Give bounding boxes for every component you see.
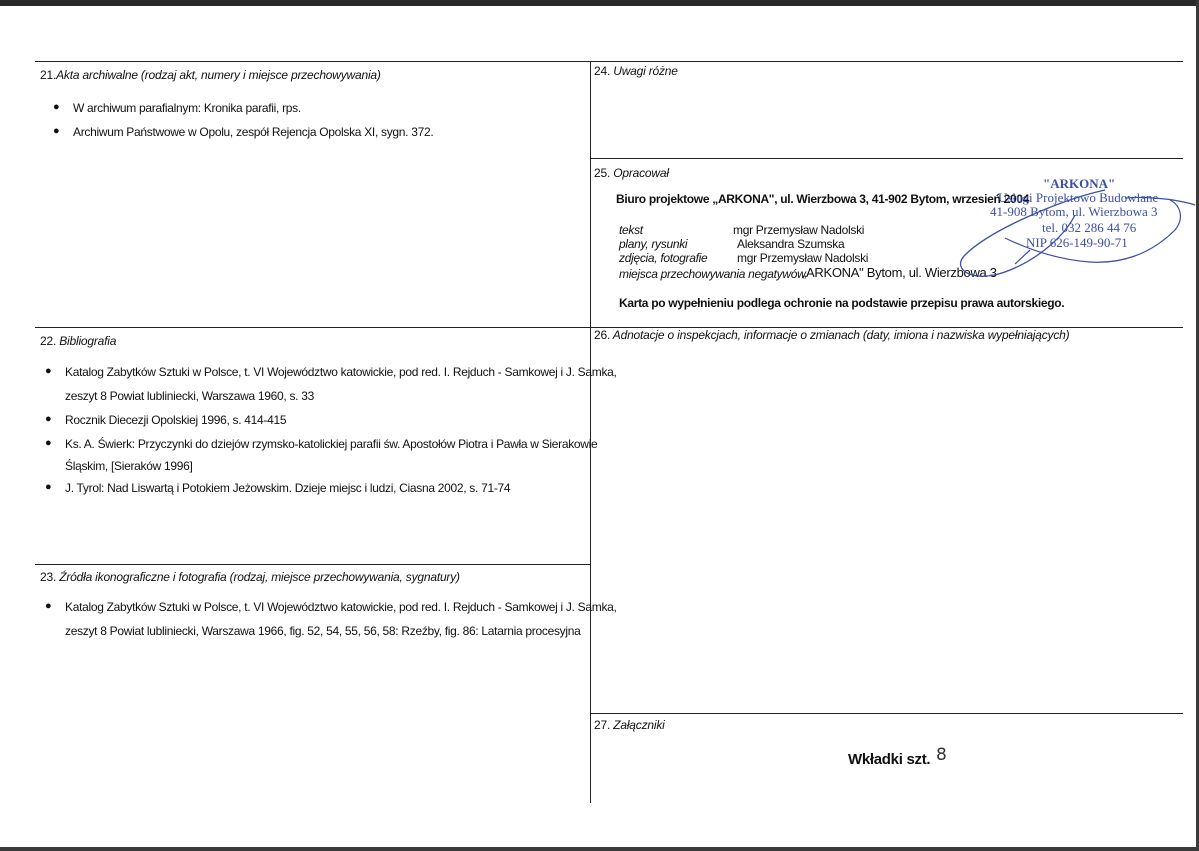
section-24-title: 24. Uwagi różne	[594, 64, 678, 78]
list-item-continuation: Śląskim, [Sieraków 1996]	[65, 459, 193, 473]
negatives-label: miejsca przechowywania negatywów	[619, 267, 806, 281]
rule-24-25	[590, 158, 1183, 159]
inserts-label: Wkładki szt.	[848, 751, 931, 768]
section-27-title: 27. Załączniki	[594, 718, 665, 732]
author-label: plany, rysunki	[619, 237, 688, 251]
list-item: ● W archiwum parafialnym: Kronika parafii, rps.	[53, 101, 301, 115]
rule-26-27	[590, 713, 1183, 714]
section-25-title: 25. Opracował	[594, 166, 669, 180]
list-item: ● Rocznik Diecezji Opolskiej 1996, s. 414-415	[45, 413, 287, 427]
list-item: ● Archiwum Państwowe w Opolu, zespół Rejencja Opolska XI, sygn. 372.	[53, 125, 434, 139]
inserts-count: 8	[936, 745, 947, 765]
bureau-line: Biuro projektowe „ARKONA", ul. Wierzbowa 3, 41-902 Bytom, wrzesień 2004	[616, 192, 1030, 206]
author-label: zdjęcia, fotografie	[619, 251, 708, 265]
author-value: mgr Przemysław Nadolski	[737, 251, 869, 265]
scan-edge-bottom	[0, 847, 1199, 851]
author-value: Aleksandra Szumska	[737, 237, 845, 251]
list-item: ● Katalog Zabytków Sztuki w Polsce, t. VI Województwo katowickie, pod red. I. Rejduch - Samkowej i J. Samka,	[45, 365, 617, 379]
author-label: tekst	[619, 223, 643, 237]
section-21-title: 21.Akta archiwalne (rodzaj akt, numery i miejsce przechowywania)	[40, 68, 381, 82]
list-item: ● Ks. A. Świerk: Przyczynki do dziejów rzymsko-katolickiej parafii św. Apostołów Piotra i Pawła w Sierakowie	[45, 437, 598, 451]
negatives-value: „ARKONA" Bytom, ul. Wierzbowa 3	[802, 265, 997, 280]
list-item-continuation: zeszyt 8 Powiat lubliniecki, Warszawa 1966, fig. 52, 54, 55, 56, 58: Rzeźby, fig. 86: Latarnia procesyjna	[65, 624, 581, 638]
list-item: ● Katalog Zabytków Sztuki w Polsce, t. VI Województwo katowickie, pod red. I. Rejduch - Samkowej i J. Samka,	[45, 600, 617, 614]
section-26-title: 26. Adnotacje o inspekcjach, informacje o zmianach (daty, imiona i nazwiska wypełniających)	[594, 328, 1070, 342]
rule-top	[35, 61, 1183, 62]
section-22-title: 22. Bibliografia	[40, 334, 117, 348]
author-value: mgr Przemysław Nadolski	[733, 223, 865, 237]
rule-center	[590, 61, 591, 803]
rule-22-23	[35, 564, 590, 565]
section-23-title: 23. Źródła ikonograficzne i fotografia (rodzaj, miejsce przechowywania, sygnatury)	[40, 570, 460, 584]
copyright-note: Karta po wypełnieniu podlega ochronie na podstawie przepisu prawa autorskiego.	[619, 296, 1065, 310]
scan-edge-top	[0, 0, 1199, 6]
list-item: ● J. Tyrol: Nad Liswartą i Potokiem Jeżowskim. Dzieje miejsc i ludzi, Ciasna 2002, s. 71-74	[45, 481, 511, 495]
list-item-continuation: zeszyt 8 Powiat lubliniecki, Warszawa 1960, s. 33	[65, 389, 314, 403]
